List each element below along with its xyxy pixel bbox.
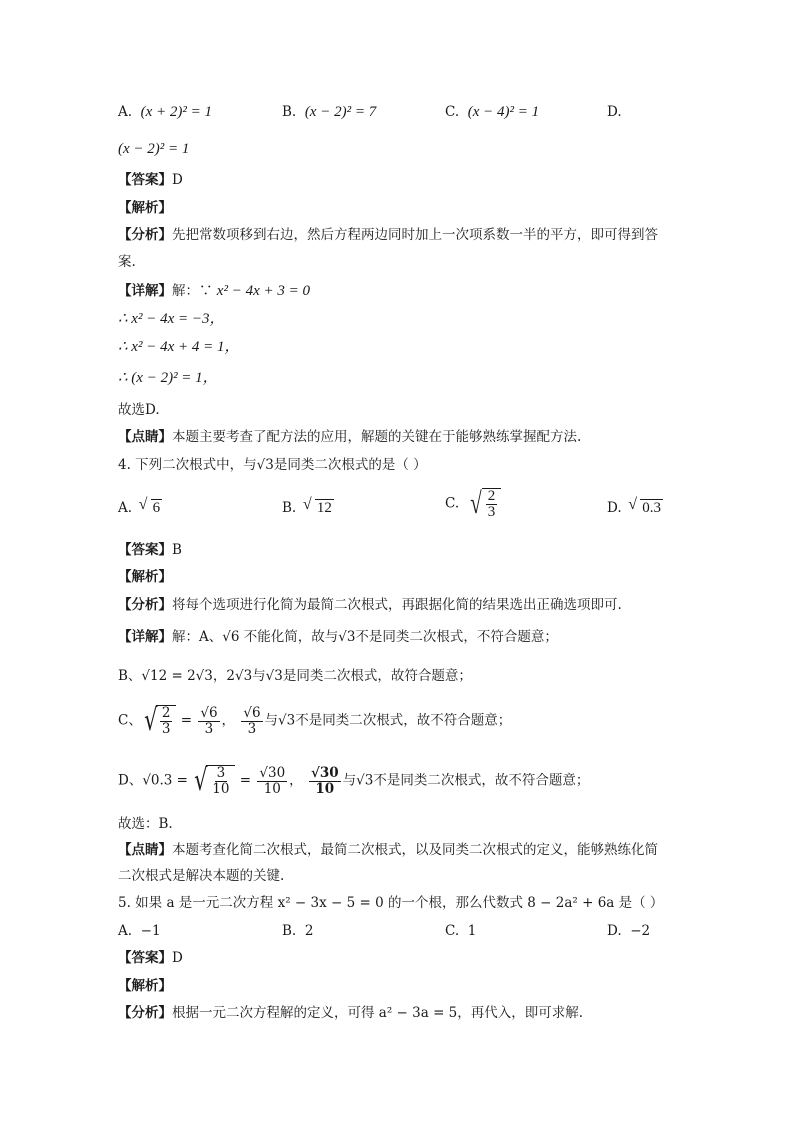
q4-option-b-sqrt: √ 12 [305,498,334,518]
q5-analysis-tag: 【解析】 [118,978,172,994]
q3-option-d-expr: (x − 2)² = 1 [118,141,190,157]
q3-step-4: ∴ (x − 2)² = 1， [118,370,218,386]
q5-fenxi: 【分析】根据一元二次方程解的定义，可得 a² − 3a = 5，再代入，即可求解. [118,1005,584,1021]
q5-option-b: B. 2 [282,923,314,939]
q4-detail-d: D、√0.3 = √ $\frac{3}{10}$ = $\frac{√30}{10}$ ， $\frac{√30}{10}$ 与√3不是同类二次根式，故不符合题意； [118,763,590,798]
q3-option-b: B. (x − 2)² = 7 [282,104,377,120]
q4-detail-a: 【详解】解：A、√6 不能化简，故与√3不是同类二次根式，不符合题意； [118,629,558,645]
q5-option-c: C. 1 [445,923,477,939]
q4-option-c: C. √ $\frac{2}{3}$ [445,488,501,520]
q5-stem: 5. 如果 a 是一元二次方程 x² − 3x − 5 = 0 的一个根，那么代数式 8 − 2a² + 6a 是（ ） [118,895,664,911]
q4-detail-b: B、√12 = 2√3，2√3与√3是同类二次根式，故符合题意； [118,668,472,684]
q4-comment: 【点睛】本题考查化简二次根式，最简二次根式，以及同类二次根式的定义，能够熟练化简 [118,842,658,858]
q4-detail-c: C、 √ $\frac{2}{3}$ = $\frac{√6}{3}$ ， $\frac{√6}{3}$ 与√3不是同类二次根式，故不符合题意； [118,703,512,738]
q5-option-a: A. −1 [118,923,161,939]
q4-option-d: D. √ 0.3 [607,498,663,518]
q3-option-c-expr: (x − 4)² = 1 [467,104,540,120]
q3-fenxi-cont: 案. [118,254,136,270]
q4-analysis-tag: 【解析】 [118,569,172,585]
q3-answer: 【答案】D [118,172,183,188]
q4-option-c-sqrt: √ $\frac{2}{3}$ [468,488,502,520]
q4-stem: 4. 下列二次根式中，与√3是同类二次根式的是（ ） [118,457,427,473]
q3-option-c: C. (x − 4)² = 1 [445,104,540,120]
q5-option-d: D. −2 [607,923,651,939]
q4-answer: 【答案】B [118,542,182,558]
q4-option-a-sqrt: √ 6 [141,498,163,518]
q4-choose: 故选：B. [118,816,173,832]
q5-answer: 【答案】D [118,950,183,966]
q3-choose: 故选D. [118,402,160,418]
q4-option-b: B. √ 12 [282,498,334,518]
q3-equation: x² − 4x + 3 = 0 [216,283,310,299]
q3-option-a: A. (x + 2)² = 1 [118,104,213,120]
q3-detail: 【详解】解：∵ x² − 4x + 3 = 0 [118,283,310,299]
q4-option-a: A. √ 6 [118,498,162,518]
q4-fenxi: 【分析】将每个选项进行化简为最简二次根式，再跟据化简的结果选出正确选项即可. [118,597,622,613]
q4-comment-cont: 二次根式是解决本题的关键. [118,868,285,884]
q3-step-3: ∴ x² − 4x + 4 = 1， [118,339,240,355]
q4-option-d-sqrt: √ 0.3 [630,498,663,518]
q3-option-a-expr: (x + 2)² = 1 [140,104,213,120]
q3-comment: 【点睛】本题主要考查了配方法的应用，解题的关键在于能够熟练掌握配方法. [118,429,582,445]
q3-option-d-label: D. [607,104,622,120]
q3-fenxi: 【分析】先把常数项移到右边，然后方程两边同时加上一次项系数一半的平方，即可得到答 [118,227,658,243]
q3-option-b-expr: (x − 2)² = 7 [304,104,377,120]
q3-analysis-tag: 【解析】 [118,200,172,216]
q3-step-2: ∴ x² − 4x = −3， [118,311,225,327]
